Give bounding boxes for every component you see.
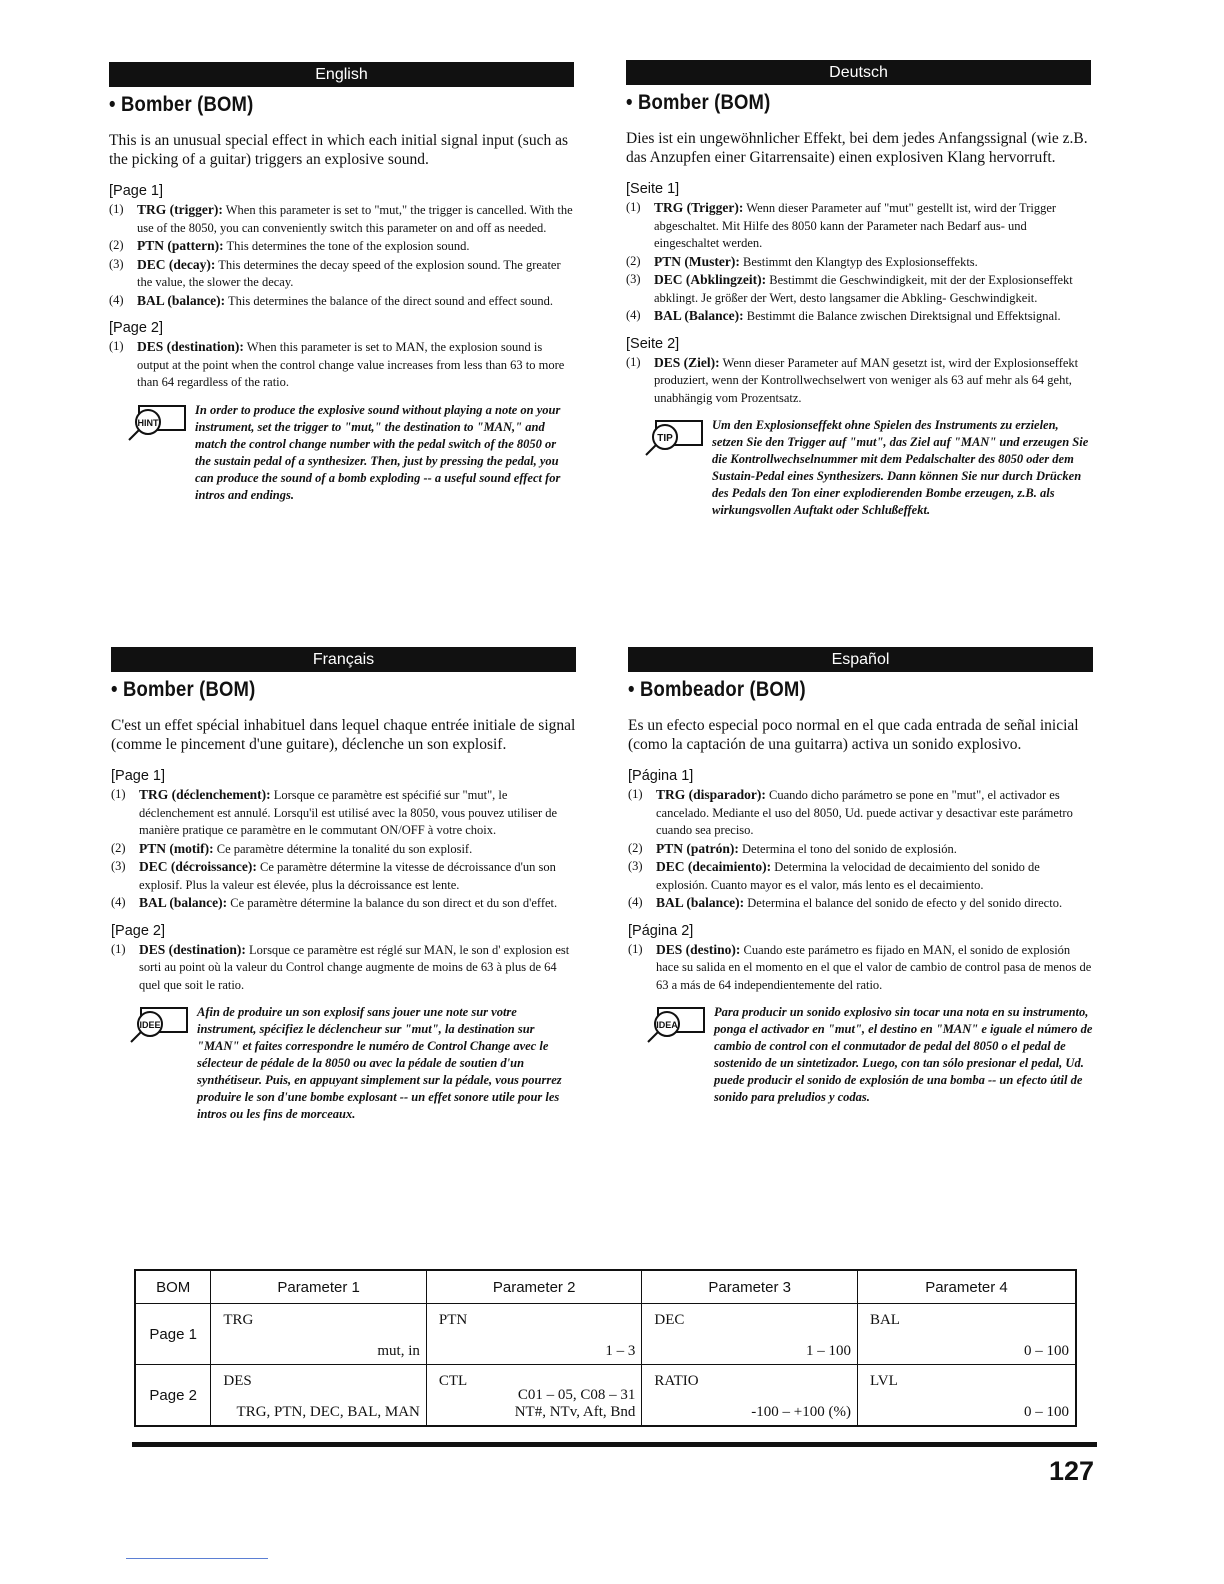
param-range: 1 – 3	[605, 1343, 636, 1359]
param-item	[628, 894, 1093, 913]
param-desc: Bestimmt den Klangtyp des Explosionseffekts.	[742, 254, 978, 269]
table-cell	[426, 1304, 642, 1365]
param-number: (3)	[626, 272, 641, 286]
param-term: PTN (pattern):	[137, 238, 224, 253]
table-cell	[211, 1304, 427, 1365]
param-term: DES (Ziel):	[654, 354, 720, 370]
param-range: -100 – +100 (%)	[751, 1404, 851, 1420]
param-item	[628, 786, 1093, 840]
param-name: RATIO	[654, 1373, 699, 1389]
param-list	[626, 354, 1091, 408]
param-number: (1)	[626, 200, 641, 214]
param-item	[109, 292, 574, 311]
param-range: C01 – 05, C08 – 31 NT#, NTv, Aft, Bnd	[514, 1387, 636, 1420]
param-desc: Ce paramètre détermine la tonalité du son explosif.	[216, 841, 473, 856]
page-number: 127	[1048, 1456, 1094, 1486]
param-desc: Ce paramètre détermine la vitesse de décroissance d'un son explosif. Plus la valeur est élevée, plus la décroissance est lente.	[139, 860, 556, 892]
param-term: DES (destination):	[137, 339, 244, 354]
param-list	[628, 941, 1093, 995]
param-list	[109, 201, 574, 310]
param-desc: When this parameter is set to MAN, the explosion sound is output at the point when the control change value increases from less than 63 to more than 64 regardless of the ratio.	[137, 340, 565, 389]
svg-text:IDEE: IDEE	[139, 1020, 161, 1030]
param-term: DES (destino):	[656, 941, 741, 957]
param-desc: Lorsque ce paramètre est réglé sur MAN, le son d' explosion est sorti au point où la valeur du Control change augmente de moins de 63 à plus de 64 quel que soit le ratio.	[139, 942, 570, 992]
page-heading: [Seite 1]	[626, 181, 680, 197]
section-francais	[111, 647, 576, 1123]
language-bar: English	[109, 62, 574, 87]
param-range: 1 – 100	[805, 1343, 851, 1359]
param-list	[111, 941, 576, 995]
table-header: Parameter 2	[426, 1270, 642, 1304]
section-title: • Bomber (BOM)	[109, 93, 254, 116]
param-name: TRG	[223, 1312, 254, 1328]
param-item	[626, 253, 1091, 272]
param-item	[109, 256, 574, 292]
table-cell	[642, 1365, 858, 1427]
param-number: (4)	[109, 292, 124, 307]
param-desc: Determina el balance del sonido de efecto y del sonido directo.	[747, 896, 1063, 910]
param-number: (2)	[111, 840, 126, 855]
param-item	[628, 941, 1093, 995]
svg-text:HINT: HINT	[137, 417, 159, 428]
param-list	[111, 786, 576, 913]
page-heading: [Seite 2]	[626, 335, 680, 352]
param-term: TRG (Trigger):	[654, 200, 744, 215]
table-cell	[642, 1304, 858, 1365]
table-cell	[857, 1365, 1076, 1427]
param-term: PTN (Muster):	[654, 253, 740, 269]
param-desc: This determines the decay speed of the explosion sound. The greater the value, the slower the decay.	[137, 257, 561, 289]
table-header: Parameter 1	[211, 1270, 427, 1304]
table-header: Parameter 3	[642, 1270, 858, 1304]
svg-text:TIP: TIP	[657, 433, 673, 444]
param-item	[626, 271, 1091, 307]
hint-icon	[123, 402, 189, 442]
param-number: (2)	[628, 840, 643, 855]
param-number: (1)	[111, 787, 126, 801]
param-term: TRG (trigger):	[137, 202, 223, 217]
param-term: DEC (decay):	[137, 256, 216, 272]
section-espanol	[628, 647, 1093, 1106]
param-item	[109, 338, 574, 392]
param-number: (1)	[111, 941, 126, 956]
param-term: BAL (balance):	[656, 895, 745, 910]
param-term: BAL (Balance):	[654, 308, 744, 323]
param-desc: Bestimmt die Geschwindigkeit, mit der der Explosionseffekt abklingt. Je größer der Wert, desto langsamer die Abkling- Geschwindigkeit.	[654, 273, 1073, 305]
row-label: Page 2	[135, 1365, 211, 1427]
tip-icon	[640, 417, 706, 457]
section-title: • Bomber (BOM)	[111, 678, 256, 701]
section-title: • Bomber (BOM)	[626, 91, 771, 114]
intro-text: C'est un effet spécial inhabituel dans lequel chaque entrée initiale de signal (comme le pincement d'une guitare), déclenche un son explosif.	[111, 717, 576, 753]
idee-icon	[125, 1004, 191, 1044]
tip-box	[109, 402, 574, 504]
tip-text: Afin de produire un son explosif sans jouer une note sur votre instrument, spécifiez le déclencheur sur "mut", la destination sur "MAN" et faites correspondre le numéro de Control Change avec le sélecteur de pédale de la 8050 ou avec la pédale de soutien d'un synthétiseur. Puis, en appuyant simplement sur la pédale, vous pourrez produire le son d'une bombe explosant -- un effet sonore utile pour les intros ou les fins de morceaux.	[197, 1005, 562, 1121]
param-range: 0 – 100	[1024, 1343, 1069, 1359]
param-item	[111, 840, 576, 859]
param-number: (4)	[111, 895, 126, 909]
param-number: (1)	[628, 941, 643, 956]
param-range: TRG, PTN, DEC, BAL, MAN	[236, 1404, 420, 1420]
param-desc: Ce paramètre détermine la balance du son direct et du son d'effet.	[230, 896, 558, 910]
param-number: (4)	[626, 308, 641, 322]
param-number: (3)	[109, 256, 124, 271]
language-bar: Deutsch	[626, 60, 1091, 85]
param-name: DES	[223, 1373, 252, 1389]
page-heading: [Page 1]	[109, 183, 164, 199]
param-list	[626, 199, 1091, 326]
param-item	[628, 840, 1093, 859]
param-item	[111, 894, 576, 913]
table-cell	[426, 1365, 642, 1427]
parameter-table	[134, 1269, 1077, 1427]
param-desc: Determina el tono del sonido de explosión.	[742, 841, 957, 856]
language-bar: Français	[111, 647, 576, 672]
table-row	[135, 1365, 1076, 1427]
param-desc: Determina la velocidad de decaimiento del sonido de explosión. Cuanto mayor es el valor, más lento es el decaimiento.	[656, 860, 1040, 892]
table-cell	[211, 1365, 427, 1427]
param-desc: This determines the tone of the explosion sound.	[226, 239, 470, 253]
param-item	[111, 858, 576, 894]
link-underline	[126, 1558, 268, 1559]
param-desc: Lorsque ce paramètre est spécifié sur "mut", le déclenchement est annulé. Lorsqu'il est utilisé avec la 8050, vous pouvez utiliser de manière pratique ce paramètre en le commutant ON/OFF à votre choix.	[139, 788, 558, 837]
param-name: PTN	[438, 1312, 468, 1328]
page-heading: [Page 2]	[109, 320, 164, 336]
svg-text:IDEA: IDEA	[656, 1020, 678, 1030]
param-term: PTN (motif):	[139, 840, 214, 856]
param-term: PTN (patrón):	[656, 840, 739, 856]
intro-text: This is an unusual special effect in which each initial signal input (such as the picking of a guitar) triggers an explosive sound.	[109, 132, 568, 168]
param-name: BAL	[869, 1312, 900, 1328]
table-header: Parameter 4	[857, 1270, 1076, 1304]
param-name: LVL	[869, 1373, 898, 1389]
language-bar: Español	[628, 647, 1093, 672]
page-heading: [Página 2]	[628, 922, 694, 939]
tip-text: Para producir un sonido explosivo sin tocar una nota en su instrumento, ponga el activador en "mut", el destino en "MAN" e iguale el número de cambio de control con el conmutador de pedal del 8050 o el pedal de sostenido de un sintetizador. Luego, con tan sólo presionar el pedal, Ud. puede producir el sonido de explosión de una bomba -- un efecto útil de sonido para preludios y codas.	[714, 1005, 1093, 1104]
param-number: (1)	[109, 202, 124, 216]
param-item	[626, 199, 1091, 253]
param-term: BAL (balance):	[137, 292, 226, 308]
param-desc: This determines the balance of the direct sound and effect sound.	[228, 293, 554, 308]
param-number: (3)	[628, 859, 643, 873]
param-desc: When this parameter is set to "mut," the trigger is cancelled. With the use of the 8050, you can conveniently switch this parameter on and off as needed.	[137, 203, 573, 235]
section-deutsch	[626, 60, 1091, 519]
intro-text: Es un efecto especial poco normal en el que cada entrada de señal inicial (como la captación de una guitarra) activa un sonido explosivo.	[628, 717, 1079, 753]
param-item	[626, 354, 1091, 408]
param-desc: Wenn dieser Parameter auf "mut" gestellt ist, wird der Trigger abgeschaltet. Mit Hilfe des 8050 kann der Parameter nach Bedarf aus- und eingeschaltet werden.	[654, 201, 1057, 250]
tip-text: Um den Explosionseffekt ohne Spielen des Instruments zu erzielen, setzen Sie den Trigger auf "mut", das Ziel auf "MAN" und erzeugen Sie die Kontrollwechselnummer mit dem Pedalschalter des 8050 oder dem Sustain-Pedal eines Synthesizers. Dann können Sie nur durch Drücken des Pedals den Ton einer explodierenden Bombe erzeugen, z.B. als wirkungsvollen Auftakt oder Schlußeffekt.	[712, 418, 1089, 517]
param-desc: Cuando este parámetro es fijado en MAN, el sonido de explosión hace su salida en el momento en el que el valor de cambio de control pasa de menos de 63 a más de 64 independientemente del ratio.	[656, 942, 1092, 992]
param-number: (3)	[111, 859, 126, 873]
param-item	[111, 941, 576, 995]
param-item	[628, 858, 1093, 894]
param-name: DEC	[654, 1312, 685, 1328]
table-header: BOM	[135, 1270, 211, 1304]
page-heading: [Página 1]	[628, 768, 694, 784]
param-term: DEC (décroissance):	[139, 859, 257, 874]
tip-box	[628, 1004, 1093, 1106]
param-item	[109, 237, 574, 256]
section-title: • Bombeador (BOM)	[628, 678, 806, 701]
param-number: (2)	[626, 253, 641, 268]
param-term: DEC (decaimiento):	[656, 859, 772, 874]
param-range: 0 – 100	[1024, 1404, 1069, 1420]
param-item	[111, 786, 576, 840]
param-item	[109, 201, 574, 237]
param-term: DEC (Abklingzeit):	[654, 272, 767, 287]
param-number: (1)	[626, 354, 641, 369]
param-number: (2)	[109, 238, 124, 252]
param-number: (1)	[109, 339, 124, 353]
row-label: Page 1	[135, 1304, 211, 1365]
param-desc: Wenn dieser Parameter auf MAN gesetzt ist, wird der Explosionseffekt produziert, wenn der Kontrollwechselwert von weniger als 63 auf mehr als 64 geht, unabhängig vom Prozentsatz.	[654, 355, 1079, 405]
param-desc: Cuando dicho parámetro se pone en "mut", el activador es cancelado. Mediante el uso del 8050, Ud. puede activar y desactivar este parámetro cuando sea preciso.	[656, 788, 1073, 837]
table-header-row	[135, 1270, 1076, 1304]
param-list	[628, 786, 1093, 913]
table-row	[135, 1304, 1076, 1365]
idea-icon	[642, 1004, 708, 1044]
tip-box	[111, 1004, 576, 1123]
param-number: (1)	[628, 787, 643, 801]
tip-box	[626, 417, 1091, 519]
param-name: CTL	[438, 1373, 468, 1389]
table-cell	[857, 1304, 1076, 1365]
section-english	[109, 62, 574, 504]
bottom-rule	[132, 1442, 1097, 1447]
param-number: (4)	[628, 895, 643, 909]
param-term: TRG (disparador):	[656, 787, 766, 802]
page-heading: [Page 2]	[111, 922, 166, 939]
param-term: TRG (déclenchement):	[139, 787, 271, 802]
param-desc: Bestimmt die Balance zwischen Direktsignal und Effektsignal.	[746, 309, 1061, 323]
param-term: BAL (balance):	[139, 895, 228, 910]
tip-text: In order to produce the explosive sound without playing a note on your instrument, set the trigger to "mut," the destination to "MAN," and match the control change number with the pedal switch of the 8050 or the sustain pedal of a synthesizer. Then, just by pressing the pedal, you can produce the sound of a bomb exploding -- a useful sound effect for intros and endings.	[195, 402, 561, 502]
param-range: mut, in	[377, 1343, 420, 1359]
page-heading: [Page 1]	[111, 768, 166, 784]
param-term: DES (destination):	[139, 941, 246, 957]
param-item	[626, 307, 1091, 326]
param-list	[109, 338, 574, 392]
intro-text: Dies ist ein ungewöhnlicher Effekt, bei dem jedes Anfangssignal (wie z.B. das Anzupfen einer Gitarrensaite) einen explosiven Klang hervorruft.	[626, 130, 1088, 166]
